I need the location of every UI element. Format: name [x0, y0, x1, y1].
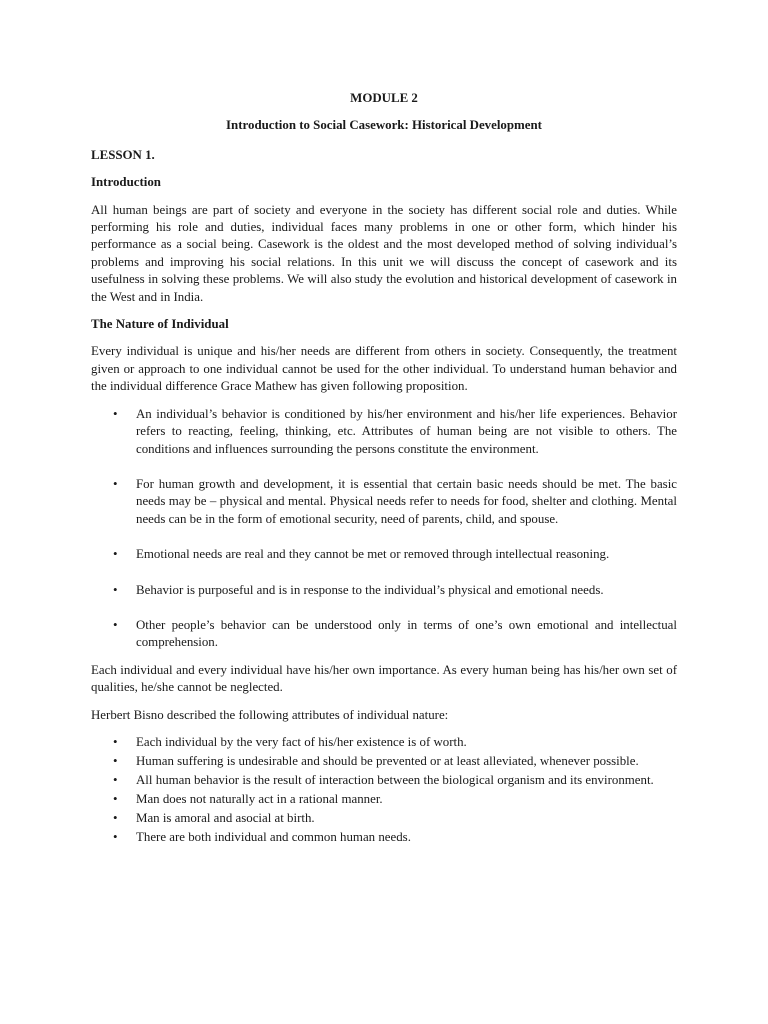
bullet-icon: • [113, 791, 118, 806]
list-item-text: All human behavior is the result of interaction between the biological organism and its environment. [136, 772, 654, 787]
list-item-text: For human growth and development, it is essential that certain basic needs should be met. The basic needs may be – physical and mental. Physical needs refer to needs for food, shelter and clothing. Mental needs can be in the form of emotional security, need of parents, child, and spouse. [136, 476, 677, 526]
list-item [91, 791, 677, 808]
list-item [91, 810, 677, 827]
list-item [91, 582, 677, 599]
document-page [91, 90, 677, 856]
list-item-text: An individual’s behavior is conditioned by his/her environment and his/her life experiences. Behavior refers to reacting, feeling, thinking, etc. Attributes of human being are not visible to others. The conditions and influences surrounding the persons constitute the environment. [136, 406, 677, 456]
bullet-icon: • [113, 772, 118, 787]
list-item [91, 734, 677, 751]
list-item [91, 617, 677, 652]
bullet-icon: • [113, 734, 118, 749]
bullet-icon: • [113, 617, 118, 632]
bullet-icon: • [113, 810, 118, 825]
list-item [91, 753, 677, 770]
nature-paragraph: Every individual is unique and his/her needs are different from others in society. Consequently, the treatment given or approach to one individual cannot be used for the other individual. To understand human behavior and the individual difference Grace Mathew has given following proposition. [91, 344, 677, 394]
list-item-text: Man is amoral and asocial at birth. [136, 810, 315, 825]
module-title: MODULE 2 [350, 91, 418, 105]
importance-paragraph: Each individual and every individual have his/her own importance. As every human being has his/her own set of qualities, he/she cannot be neglected. [91, 662, 677, 695]
list-item [91, 829, 677, 846]
lesson-label: LESSON 1. [91, 147, 155, 162]
bisno-attributes-list [91, 734, 677, 846]
bullet-icon: • [113, 476, 118, 491]
nature-heading: The Nature of Individual [91, 317, 229, 332]
list-item [91, 772, 677, 789]
list-item-text: Human suffering is undesirable and should be prevented or at least alleviated, whenever possible. [136, 753, 639, 768]
bullet-icon: • [113, 406, 118, 421]
bisno-intro: Herbert Bisno described the following attributes of individual nature: [91, 707, 449, 722]
introduction-paragraph: All human beings are part of society and everyone in the society has different social role and duties. While performing his role and duties, individual faces many problems in one or other form, which hinder his performance as a social being. Casework is the oldest and the most developed method of solving individual’s problems and improving his social relations. In this unit we will discuss the concept of casework and its usefulness in solving these problems. We will also study the evolution and historical development of casework in the West and in India. [91, 202, 677, 304]
list-item-text: Other people’s behavior can be understood only in terms of one’s own emotional and intellectual comprehension. [136, 617, 677, 650]
list-item-text: There are both individual and common human needs. [136, 829, 411, 844]
list-item-text: Emotional needs are real and they cannot be met or removed through intellectual reasoning. [136, 547, 610, 562]
list-item [91, 546, 677, 563]
list-item-text: Man does not naturally act in a rational manner. [136, 791, 383, 806]
list-item [91, 406, 677, 458]
course-title: Introduction to Social Casework: Historical Development [226, 118, 542, 133]
introduction-heading: Introduction [91, 175, 161, 190]
list-item [91, 476, 677, 528]
bullet-icon: • [113, 753, 118, 768]
propositions-list [91, 406, 677, 652]
bullet-icon: • [113, 547, 118, 562]
bullet-icon: • [113, 829, 118, 844]
list-item-text: Each individual by the very fact of his/her existence is of worth. [136, 734, 467, 749]
list-item-text: Behavior is purposeful and is in response to the individual’s physical and emotional needs. [136, 582, 604, 597]
bullet-icon: • [113, 582, 118, 597]
